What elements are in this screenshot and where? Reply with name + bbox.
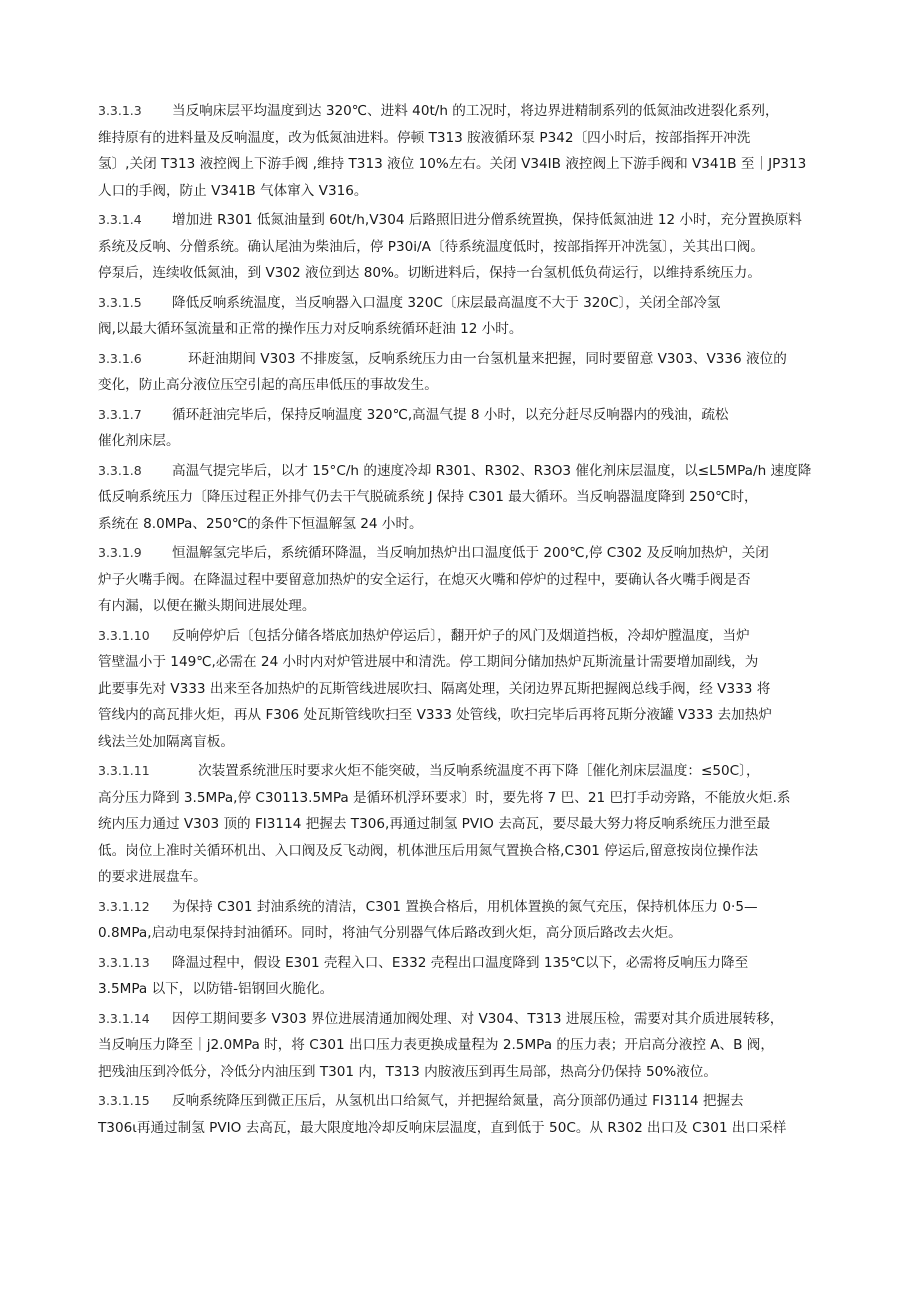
section-number: 3.3.1.14 [98, 1010, 150, 1026]
section-number: 3.3.1.6 [98, 350, 142, 366]
line-text: 反响系统降压到微正压后，从氢机出口给氮气，并把握给氮量，高分顶部仍通过 FI3114 把握去 [172, 1093, 744, 1109]
paragraph-line [98, 290, 858, 317]
line-text: 增加进 R301 低氮油量到 60t/h,V304 后路照旧进分僧系统置换，保持低氮油进 12 小时，充分置换原料 [172, 212, 802, 228]
section-number: 3.3.1.5 [98, 294, 142, 310]
line-text: 把残油压到冷低分，冷低分内油压到 T301 内，T313 内胺液压到再生局部，热高分仍保持 50%液位。 [98, 1063, 717, 1080]
line-text: T306ι再通过制氢 PVIO 去高瓦，最大限度地冷却反响床层温度，直到低于 50C。从 R302 出口及 C301 出口采样 [98, 1119, 787, 1136]
line-text: 循环赶油完毕后，保持反响温度 320℃,高温气提 8 小时，以充分赶尽反响器内的残油，疏松 [172, 406, 729, 423]
line-text: 管线内的高瓦排火炬，再从 F306 处瓦斯管线吹扫至 V333 处管线，吹扫完毕后再将瓦斯分液罐 V333 去加热炉 [98, 707, 772, 723]
line-text: 变化，防止高分液位压空引起的高压串低压的事故发生。 [98, 377, 438, 393]
line-text: 降低反响系统温度，当反响器入口温度 320C〔床层最高温度不大于 320C〕，关闭全部冷氢 [172, 294, 721, 311]
line-text: 管壁温小于 149℃,必需在 24 小时内对炉管进展中和清洗。停工期间分储加热炉瓦斯流量计需要增加副线，为 [98, 654, 759, 670]
line-text: 此要事先对 V333 出来至各加热炉的瓦斯管线进展吹扫、隔离处理，关闭边界瓦斯把握阀总线手阀，经 V333 将 [98, 680, 771, 697]
paragraph-line [98, 567, 858, 594]
section-paragraph [98, 950, 858, 1003]
line-text: 线法兰处加隔离盲板。 [98, 733, 234, 750]
line-text: 为保持 C301 封油系统的清洁，C301 置换合格后，用机体置换的氮气充压，保持机体压力 0·5— [172, 898, 758, 915]
paragraph-line [98, 894, 858, 921]
line-text: 系统在 8.0MPa、250℃的条件下恒温解氢 24 小时。 [98, 515, 423, 532]
section-paragraph [98, 207, 858, 287]
line-text: 0.8MPa,启动电泵保持封油循环。同时，将油气分别器气体后路改到火炬，高分顶后路改去火炬。 [98, 925, 682, 941]
paragraph-line [98, 811, 858, 838]
section-number: 3.3.1.10 [98, 627, 150, 643]
paragraph-line [98, 316, 858, 343]
line-text: 统内压力通过 V303 顶的 FI3114 把握去 T306,再通过制氢 PVIO 去高瓦，要尽最大努力将反响系统压力泄至最 [98, 816, 771, 832]
paragraph-line [98, 676, 858, 703]
paragraph-line [98, 372, 858, 399]
paragraph-line [98, 207, 858, 234]
line-text: 的要求进展盘车。 [98, 869, 207, 885]
line-text: 维持原有的进料量及反响温度，改为低氮油进料。停顿 T313 胺液循环泵 P342〔四小时后，按部指挥开冲洗 [98, 129, 751, 146]
paragraph-line [98, 1059, 858, 1086]
paragraph-line [98, 178, 858, 205]
paragraph-line [98, 511, 858, 538]
paragraph-line [98, 234, 858, 261]
section-number: 3.3.1.8 [98, 462, 142, 478]
section-paragraph [98, 402, 858, 455]
line-text: 系统及反响、分僧系统。确认尾油为柴油后，停 P30i/A〔待系统温度低时，按部指挥开冲洗氢〕，关其出口阀。 [98, 238, 764, 255]
paragraph-line [98, 623, 858, 650]
line-text: 炉子火嘴手阀。在降温过程中要留意加热炉的安全运行，在熄灭火嘴和停炉的过程中，要确认各火嘴手阀是否 [98, 571, 751, 588]
paragraph-line [98, 458, 858, 485]
line-text: 高分压力降到 3.5MPa,停 C30113.5MPa 是循环机浮环要求〕时，要先将 7 巴、21 巴打手动旁路，不能放火炬.系 [98, 789, 791, 806]
line-text: 高温气提完毕后，以才 15°C/h 的速度冷却 R301、R302、R3O3 催化剂床层温度，以≤L5MPa/h 速度降 [172, 462, 812, 479]
paragraph-line [98, 1006, 858, 1033]
document-body [98, 98, 858, 1144]
paragraph-line [98, 98, 858, 125]
section-number: 3.3.1.4 [98, 212, 142, 227]
line-text: 3.5MPa 以下，以防错-铝钢回火脆化。 [98, 981, 334, 997]
line-text: 人口的手阀，防止 V341B 气体窜入 V316。 [98, 182, 368, 199]
paragraph-line [98, 346, 858, 373]
section-paragraph [98, 346, 858, 399]
paragraph-line [98, 540, 858, 567]
section-paragraph [98, 1006, 858, 1086]
line-text: 低反响系统压力〔降压过程正外排气仍去干气脱硫系统 J 保持 C301 最大循环。当反响器温度降到 250℃时， [98, 489, 758, 505]
section-paragraph [98, 894, 858, 947]
paragraph-line [98, 864, 858, 891]
paragraph-line [98, 976, 858, 1003]
section-number: 3.3.1.7 [98, 406, 142, 422]
paragraph-line [98, 649, 858, 676]
paragraph-line [98, 593, 858, 620]
section-paragraph [98, 98, 858, 204]
paragraph-line [98, 1088, 858, 1115]
line-text: 因停工期间要多 V303 界位进展清通加阀处理、对 V304、T313 进展压检，需要对其介质进展转移， [172, 1010, 784, 1027]
paragraph-line [98, 151, 858, 178]
line-text: 有内漏，以便在撇头期间进展处理。 [98, 598, 316, 614]
section-number: 3.3.1.9 [98, 545, 142, 560]
section-number: 3.3.1.13 [98, 954, 150, 970]
paragraph-line [98, 1032, 858, 1059]
section-number: 3.3.1.11 [98, 763, 150, 778]
paragraph-line [98, 1115, 858, 1142]
section-paragraph [98, 458, 858, 538]
section-number: 3.3.1.3 [98, 103, 142, 118]
line-text: 恒温解氢完毕后，系统循环降温，当反响加热炉出口温度低于 200℃,停 C302 及反响加热炉，关闭 [172, 545, 769, 561]
section-paragraph [98, 540, 858, 620]
line-text: 低。岗位上准时关循环机出、入口阀及反飞动阀，机体泄压后用氮气置换合格,C301 停运后,留意按岗位操作法 [98, 842, 759, 859]
paragraph-line [98, 402, 858, 429]
paragraph-line [98, 125, 858, 152]
paragraph-line [98, 260, 858, 287]
section-number: 3.3.1.12 [98, 898, 150, 914]
paragraph-line [98, 785, 858, 812]
section-paragraph [98, 758, 858, 891]
section-paragraph [98, 290, 858, 343]
line-text: 停泵后，连续收低氮油，到 V302 液位到达 80%。切断进料后，保持一台氢机低负荷运行，以维持系统压力。 [98, 265, 761, 281]
line-text: 当反响压力降至｜j2.0MPa 时，将 C301 出口压力表更换成量程为 2.5MPa 的压力表；开启高分液控 A、B 阀， [98, 1037, 774, 1053]
line-text: 当反响床层平均温度到达 320℃、进料 40t/h 的工况时，将边界进精制系列的低氮油改进裂化系列， [172, 103, 779, 119]
line-text: 环赶油期间 V303 不排废氢，反响系统压力由一台氢机量来把握，同时要留意 V303、V336 液位的 [188, 350, 787, 367]
section-paragraph [98, 623, 858, 756]
line-text: 反响停炉后〔包括分储各塔底加热炉停运后〕，翻开炉子的风门及烟道挡板，冷却炉膛温度，当炉 [172, 627, 750, 644]
paragraph-line [98, 484, 858, 511]
paragraph-line [98, 950, 858, 977]
paragraph-line [98, 428, 858, 455]
line-text: 氢〕,关闭 T313 液控阀上下游手阀 ,维持 T313 液位 10%左右。关闭 V34IB 液控阀上下游手阀和 V341B 至｜JP313 [98, 156, 807, 172]
paragraph-line [98, 920, 858, 947]
section-paragraph [98, 1088, 858, 1141]
line-text: 降温过程中，假设 E301 壳程入口、E332 壳程出口温度降到 135℃以下，必需将反响压力降至 [172, 954, 749, 971]
line-text: 阀,以最大循环氢流量和正常的操作压力对反响系统循环赶油 12 小时。 [98, 321, 523, 337]
paragraph-line [98, 758, 858, 785]
line-text: 次装置系统泄压时要求火炬不能突破，当反响系统温度不再下降［催化剂床层温度：≤50C〕， [198, 763, 760, 779]
paragraph-line [98, 729, 858, 756]
line-text: 催化剂床层。 [98, 433, 180, 449]
paragraph-line [98, 838, 858, 865]
paragraph-line [98, 702, 858, 729]
section-number: 3.3.1.15 [98, 1093, 150, 1108]
